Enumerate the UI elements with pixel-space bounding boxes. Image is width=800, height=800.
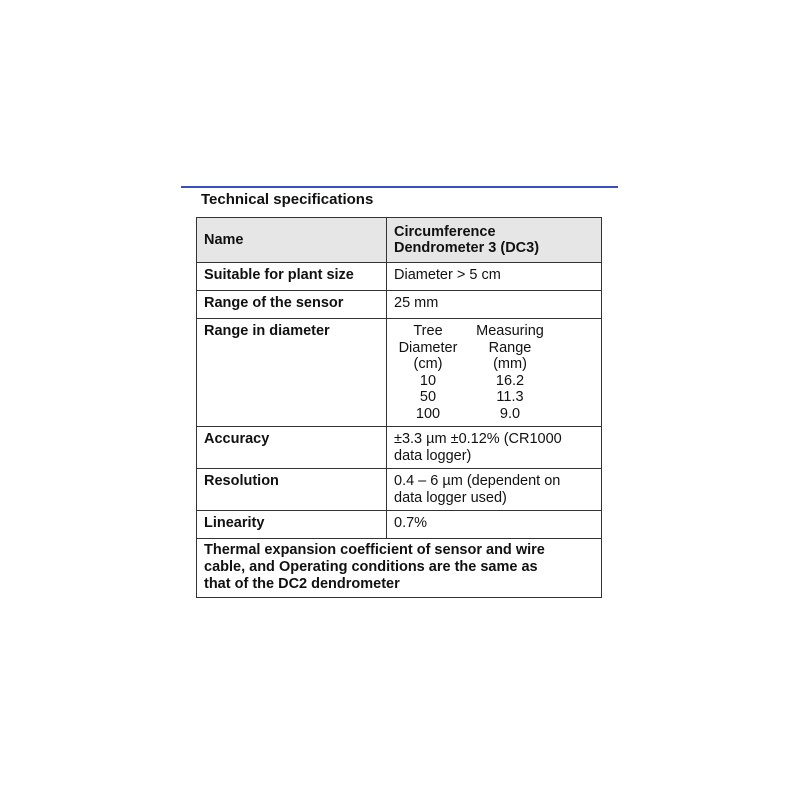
header-value-line: Dendrometer 3 (DC3) (394, 240, 540, 256)
diameter-range-grid (394, 323, 594, 422)
row-label: Range in diameter (197, 319, 387, 427)
header-label: Name (197, 218, 387, 263)
diameter-value: 10 (419, 372, 437, 389)
range-header: (mm) (493, 356, 527, 372)
row-value-line: 25 mm (394, 295, 439, 311)
section-title: Technical specifications (201, 191, 374, 208)
table-row (197, 511, 602, 539)
range-value: 16.2 (495, 372, 525, 389)
row-value-line: 0.7% (394, 515, 428, 531)
header-value-line: Circumference (394, 223, 496, 240)
footnote (197, 539, 602, 598)
table-row (197, 291, 602, 319)
row-value (387, 469, 602, 511)
header-value (387, 218, 602, 263)
row-value-line: 0.4 – 6 µm (dependent on (394, 473, 561, 489)
row-label: Accuracy (197, 427, 387, 469)
row-label: Linearity (197, 511, 387, 539)
row-label: Suitable for plant size (197, 263, 387, 291)
range-header: Range (488, 339, 532, 356)
range-in-diameter-subtable (387, 319, 602, 427)
table-footnote-row (197, 539, 602, 598)
range-value: 11.3 (496, 389, 524, 405)
table-row (197, 427, 602, 469)
diameter-header: Diameter (398, 339, 458, 356)
row-label: Range of the sensor (197, 291, 387, 319)
table-row (197, 263, 602, 291)
footnote-line: Thermal expansion coefficient of sensor and wire (204, 542, 545, 558)
diameter-header: (cm) (413, 356, 443, 372)
section-divider (181, 186, 618, 188)
row-value-line: data logger used) (394, 489, 507, 506)
diameter-value: 100 (415, 405, 441, 422)
diameter-header: Tree (413, 323, 443, 339)
row-value (387, 263, 602, 291)
table-row (197, 469, 602, 511)
table-row-range-in-diameter (197, 319, 602, 427)
row-value (387, 511, 602, 539)
range-header: Measuring (476, 323, 544, 339)
diameter-value: 50 (419, 389, 437, 405)
footnote-line: cable, and Operating conditions are the same as (204, 559, 538, 575)
row-value-line: ±3.3 µm ±0.12% (CR1000 (394, 431, 562, 447)
row-label: Resolution (197, 469, 387, 511)
row-value (387, 427, 602, 469)
table-header-row (197, 218, 602, 263)
range-value: 9.0 (499, 405, 521, 422)
row-value-line: Diameter > 5 cm (394, 267, 501, 283)
specifications-table (196, 217, 602, 598)
row-value (387, 291, 602, 319)
row-value-line: data logger) (394, 447, 472, 464)
footnote-line: that of the DC2 dendrometer (204, 576, 400, 592)
